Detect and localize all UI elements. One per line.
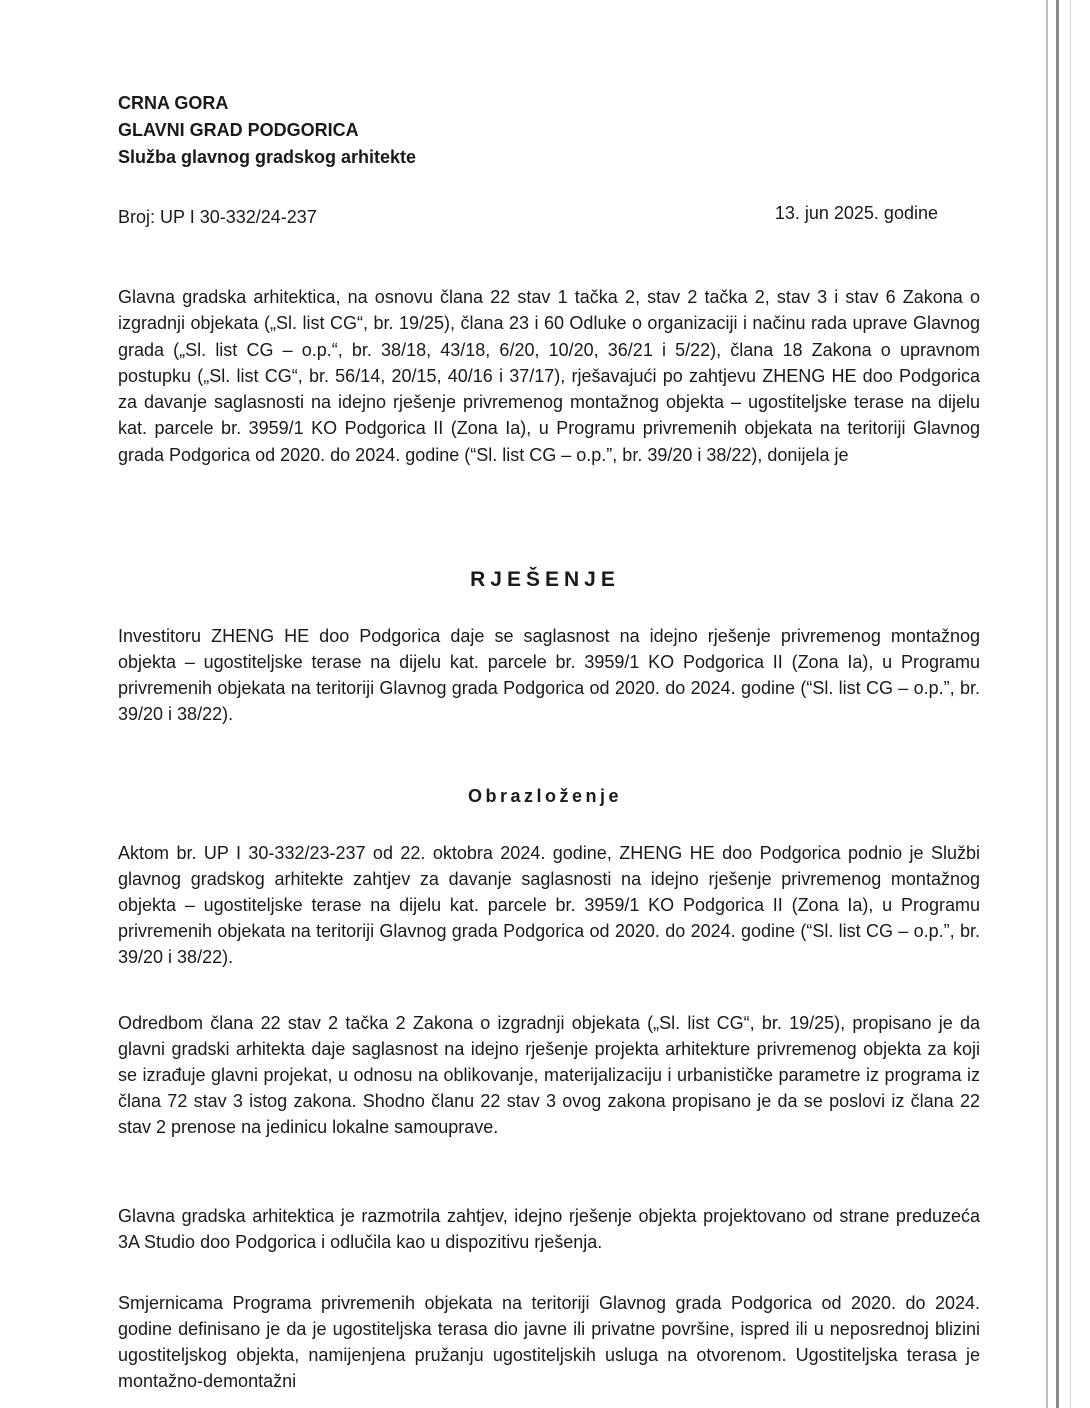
reference-date: 13. jun 2025. godine: [774, 203, 938, 223]
reasoning-paragraph: Odredbom člana 22 stav 2 tačka 2 Zakona o izgradnji objekata („Sl. list CG“, br. 19/25), propisano je da glavni gradski arhitekta daje saglasnost na idejno rješenje projekta arhitekture privremenog objekta za koji se izrađuje glavni projekat, u odnosu na oblikovanje, materijalizaciju i urbanističke parametre iz programa iz člana 72 stav 3 istog zakona. Shodno članu 22 stav 3 ovog zakona propisano je da se poslovi iz člana 22 stav 2 prenose na jedinicu lokalne samouprave.: [118, 1013, 980, 1137]
scan-edge-line: [1046, 0, 1048, 1408]
decision-title: RJEŠENJE: [470, 568, 620, 591]
header-office: Služba glavnog gradskog arhitekte: [118, 147, 417, 167]
header-country: CRNA GORA: [118, 93, 229, 113]
scan-edge-line: [1070, 0, 1071, 1408]
reasoning-paragraph: Aktom br. UP I 30-332/23-237 od 22. oktobra 2024. godine, ZHENG HE doo Podgorica podnio je Službi glavnog gradskog arhitekte zahtjev za davanje saglasnosti na idejno rješenje privremenog montažnog objekta – ugostiteljske terase na dijelu kat. parcele br. 3959/1 KO Podgorica II (Zona Ia), u Programu privremenih objekata na teritoriji Glavnog grada Podgorica od 2020. do 2024. godine (“Sl. list CG – o.p.”, br. 39/20 i 38/22).: [118, 843, 980, 967]
reasoning-paragraph: Smjernicama Programa privremenih objekata na teritoriji Glavnog grada Podgorica od 2020. do 2024. godine definisano je da je ugostiteljska terasa dio javne ili privatne površine, ispred ili u neposrednoj blizini ugostiteljskog objekta, namijenjena pružanju ugostiteljskih usluga na otvorenom. Ugostiteljska terasa je montažno-demontažni: [118, 1293, 980, 1391]
header-city: GLAVNI GRAD PODGORICA: [118, 120, 359, 140]
reasoning-title: Obrazloženje: [467, 786, 623, 806]
intro-paragraph: Glavna gradska arhitektica, na osnovu člana 22 stav 1 tačka 2, stav 2 tačka 2, stav 3 i stav 6 Zakona o izgradnji objekata („Sl. list CG“, br. 19/25), člana 23 i 60 Odluke o organizaciji i načinu rada uprave Glavnog grada („Sl. list CG – o.p.“, br. 38/18, 43/18, 6/20, 10/20, 36/21 i 5/22), člana 18 Zakona o upravnom postupku („Sl. list CG“, br. 56/14, 20/15, 40/16 i 37/17), rješavajući po zahtjevu ZHENG HE doo Podgorica za davanje saglasnosti na idejno rješenje privremenog montažnog objekta – ugostiteljske terase na dijelu kat. parcele br. 3959/1 KO Podgorica II (Zona Ia), u Programu privremenih objekata na teritoriji Glavnog grada Podgorica od 2020. do 2024. godine (“Sl. list CG – o.p.”, br. 39/20 i 38/22), donijela je: [118, 287, 980, 465]
decision-paragraph: Investitoru ZHENG HE doo Podgorica daje se saglasnost na idejno rješenje privremenog montažnog objekta – ugostiteljske terase na dijelu kat. parcele br. 3959/1 KO Podgorica II (Zona Ia), u Programu privremenih objekata na teritoriji Glavnog grada Podgorica od 2020. do 2024. godine (“Sl. list CG – o.p.”, br. 39/20 i 38/22).: [118, 626, 980, 724]
scan-edge-line: [1056, 0, 1059, 1408]
document-header: [118, 90, 416, 171]
reasoning-paragraph: Glavna gradska arhitektica je razmotrila zahtjev, idejno rješenje objekta projektovano od strane preduzeća 3A Studio doo Podgorica i odlučila kao u dispozitivu rješenja.: [118, 1206, 980, 1252]
reference-number: Broj: UP I 30-332/24-237: [118, 207, 317, 227]
